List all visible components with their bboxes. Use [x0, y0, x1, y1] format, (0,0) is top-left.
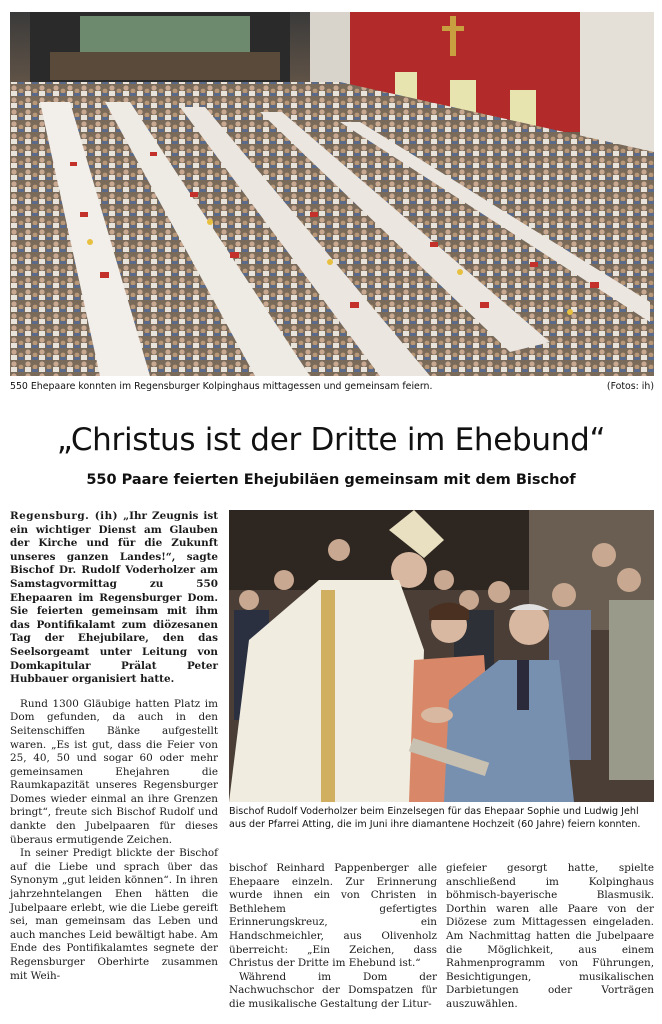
blessing-photo [229, 510, 654, 802]
headline: „Christus ist der Dritte im Ehebund“ [56, 422, 606, 458]
dateline: Regensburg. (ih) [10, 510, 119, 522]
lead-text: „Ihr Zeugnis ist ein wichtiger Dienst am Glauben der Kirche und für die Zukunft unseres ganzen Landes!“, sagte Bischof Dr. Rudolf Voderholzer am Samstagvormittag zu 550 Ehepaaren im Regensburger Dom. Sie feierten gemeinsam mit ihm das Pontifikalamt zum diözesanen Tag der Ehejubilare, den das Seelsorgeamt unter Leitung von Domkapitular Prälat Peter Hubbauer organisiert hatte. [10, 510, 218, 686]
top-photo-caption: 550 Ehepaare konnten im Regensburger Kolpinghaus mittagessen und gemeinsam feiern. [10, 381, 433, 392]
subheadline: 550 Paare feierten Ehejubiläen gemeinsam mit dem Bischof [86, 472, 576, 488]
body-paragraph: Rund 1300 Gläubige hatten Platz im Dom gefunden, da auch in den Seitenschiffen Bänke aufgestellt waren. „Es ist gut, dass die Feier von 25, 40, 50 und sogar 60 oder mehr gemeinsamen Ehejahren die Raumkapazität unseres Regensburger Domes wieder einmal an ihre Grenzen bringt“, freute sich Bischof Rudolf und dankte den Jubelpaaren für dieses überaus ermutigende Zeichen. [10, 697, 218, 846]
photo-credit: (Fotos: ih) [606, 381, 654, 392]
lead-paragraph [10, 510, 218, 687]
article-column-1 [10, 510, 218, 983]
blessing-photo-caption: Bischof Rudolf Voderholzer beim Einzelsegen für das Ehepaar Sophie und Ludwig Jehl aus der Pfarrei Atting, die im Juni ihre diamantene Hochzeit (60 Jahre) feiern konnten. [229, 806, 641, 830]
body-paragraph: giefeier gesorgt hatte, spielte anschließend im Kolpinghaus böhmisch-bayerische Blasmusik. Dorthin waren alle Paare von der Diözese zum Mittagessen eingeladen. Am Nachmittag hatten die Jubelpaare die Möglichkeit, aus einem Rahmenprogramm von Führungen, Besichtigungen, musikalischen Darbietungen oder Vorträgen auszuwählen. [446, 862, 654, 1010]
article-column-2 [229, 862, 437, 1012]
body-paragraph: Während im Dom der Nachwuchschor der Domspatzen für die musikalische Gestaltung der Litur- [229, 970, 437, 1010]
body-paragraph: In seiner Predigt blickte der Bischof auf die Liebe und sprach über das Synonym „gut leiden können“. In ihren jahrzehntelangen Ehen hätten die Jubelpaare erlebt, wie die Liebe gereift sei, man gemeinsam das Leben und auch manches Leid bewältigt habe. Am Ende des Pontifikalamtes segnete der Regensburger Oberhirte zusammen mit Weih- [10, 847, 218, 982]
banquet-hall-photo [10, 12, 654, 376]
article-column-3 [446, 862, 654, 1012]
body-paragraph: bischof Reinhard Pappenberger alle Ehepaare einzeln. Zur Erinnerung wurde ihnen ein von Christen in Bethlehem gefertigtes Erinnerungskreuz, ein Handschmeichler, aus Olivenholz überreicht: „Ein Zeichen, dass Christus der Dritte im Ehebund ist.“ [229, 862, 437, 970]
